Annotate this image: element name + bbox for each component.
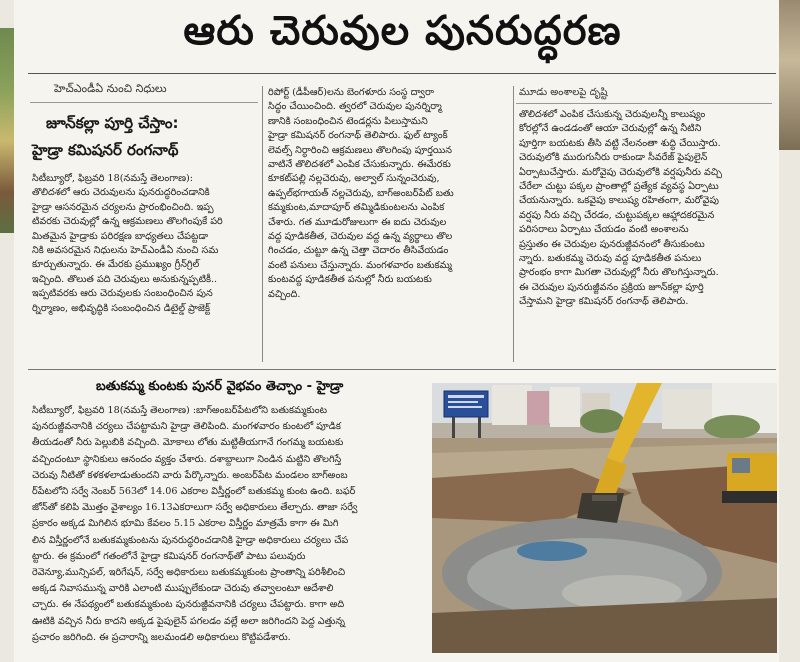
text-line: పూర్తిగా బయటకు తీసి వట్టి నేలనంతా శుద్ధి చేయిస్తారు. [519,137,721,149]
text-line: ఇప్పటివరకు ఆరు చెరువులకు సంబంధించిన పున [32,288,213,300]
excavation-photo [432,383,777,653]
kicker-underline [30,102,258,103]
text-line: సిటీబ్యూరో, ఫిబ్రవరి 18(నమస్తే తెలంగాణ): [32,173,194,184]
text-line: మితమైన హైడ్రాకు పరిరక్షణ బాధ్యతలు చేపట్టడా [32,230,209,242]
story1-column-3 [519,108,773,310]
story1-column-1 [32,172,258,316]
text-line: కోరల్లోనే ఉండడంతో ఆయా చెరువుల్లో ఉన్న నీటిని [519,123,702,135]
text-line: కమ్మకుంట,మాదాపూర్ తమ్మిడికుంటలను ఎంపిక [268,202,445,214]
text-line: ప్రకారం అక్కడ మిగిలిన భూమి కేవలం 5.15 ఎకరాల విస్తీర్ణం మాత్రమే కాగా ఈ మిగి [32,518,339,530]
text-line: తీయడంతో నీరు పెల్లుబికి వచ్చింది. మోకాలు లోతు మట్టితీయగానే గంగమ్మ బయటకు [32,437,344,449]
text-line: ర్‌పేటలోని సర్వే నెంబర్ 563లో 14.06 ఎకరాల విస్తీర్ణంలో బతుకమ్మ కుంట ఉంది. బఫర్ [32,486,356,498]
text-line: హైడ్రా కమిషనర్ రంగనాథ్ తెలిపారు. ఫుల్ ట్యాంక్ [268,130,448,142]
story1-subhead-1: జూన్‌కల్లా పూర్తి చేస్తాం: [46,114,179,132]
story1-col3-kicker: మూడు అంశాలపై దృష్టి [519,87,608,98]
text-line: జోన్‌తో కలిపి మొత్తం వైశాల్యం 16.13ఎకరాలుగా సర్వే అధికారులు తేల్చారు. తాజా సర్వే [32,502,358,514]
adjacent-page-right [779,0,800,662]
text-line: రిపోర్ట్ (డీపీఆర్)లను బెంగళూరు సంస్థ ద్వారా [268,87,434,98]
text-line: ప్రారంభం కాగా మిగతా చెరువుల్లో నీరు తొలగిస్తున్నారు. [519,267,719,279]
adjacent-photo-right [779,0,800,150]
column-divider-2 [513,86,514,362]
text-line: చేశారు. గత మూడురోజులుగా ఈ ఐదు చెరువుల [268,216,447,228]
text-line: చేయనున్నారు. ఒకవైపు కాలుష్య రహితంగా, మరోవైపు [519,195,719,207]
text-line: లెవల్స్ నిర్ధారించి ఆక్రమణలు తొలగింపు పూర్తయిన [268,144,452,156]
text-line: సిద్ధం చేయించింది. త్వరలో చెరువుల పునర్నిర్మా [268,101,442,113]
text-line: ర్నిర్మాణం, అభివృద్ధికి సంబంధించిన డిటైల్డ్ ప్రాజెక్ట్ [32,302,210,314]
text-line: తొలిదశలో ఆరు చెరువులను పునరుద్ధరించడానికి [32,187,210,199]
text-line: చెరువులోకి మురుగునీరు రాకుండా సీవరేజ్ పైపులైన్ [519,152,708,164]
text-line: పునరుజ్జీవనానికి చర్యలు చేపట్టామని హైడ్రా తెలిపింది. మంగళవారం కుంటలో పూడిక [32,421,341,433]
text-line: ఊటికి వచ్చిన నీరు కాదని అక్కడ పైపులైన్ పగలడం వల్లే అలా జరిగిందని పెద్ద ఎత్తున్న [32,615,345,627]
text-line: ణానికి సంబంధించిన టెండర్లను పిలుస్తామని [268,115,428,127]
text-line: వాటినే తొలిదశలో ఎంపిక చేసుకున్నారు. ఈమేరకు [268,159,451,171]
text-line: కూర్చుతున్నారు. ఈ మేరకు ప్రముఖ్యం గ్రీన్‌గ్రిల్ [32,259,200,271]
text-line: లిన విస్తీర్ణంలోనే బతుకమ్మకుంటను పునరుద్ధరించడానికి హైడ్రా అధికారులు చర్యలు చేప [32,534,349,546]
adjacent-photo-left [0,28,14,233]
story2-title: బతుకమ్మ కుంటకు పునర్ వైభవం తెచ్చాం - హైడ్రా [96,379,344,394]
text-line: చేరేలా చుట్టు పక్కల ప్రాంతాల్లో ప్రత్యేక వ్యవస్థ ఏర్పాటు [519,181,719,193]
text-line: అక్కడ నివాసమున్న వారికి ఎలాంటి ముప్పులేకుండా చెరువు తవ్వాలంటూ ఆదేశాలి [32,583,334,595]
text-line: వంటి పనులు చేస్తున్నారు. మంగళవారం బతుకమ్మ [268,259,452,271]
story-separator [28,369,776,370]
text-line: కుంటవద్ద పూడికతీత పనుల్లో నీరు బయటకు [268,274,432,286]
col3-kicker-underline [516,103,772,104]
text-line: గించడం, చుట్టూ ఉన్న చెత్తా చెదారం తీసివేయడం [268,245,449,257]
text-line: వర్షపు నీరు వచ్చి చేరడం, చుట్టుపక్కల ఆహ్లాదకరమైన [519,209,715,221]
text-line: చ్చారు. ఈ నేపథ్యంలో బతుకమ్మకుంట పునరుజ్జీవనానికి చర్యలు చేపట్టారు. కాగా అది [32,599,345,611]
story1-kicker: హెచ్ఎండీఏ నుంచి నిధులు [54,82,167,95]
text-line: తొలిదశలో ఎంపిక చేసుకున్న చెరువులన్నీ కాలుష్యం [519,109,706,120]
headline-rule [28,73,776,74]
column-divider-1 [262,86,263,362]
text-line: రెవెన్యూ,మున్సిపల్, ఇరిగేషన్, సర్వే అధికారులు బతుకమ్మకుంట ప్రాంతాన్ని పరిశీలించి [32,567,346,579]
adjacent-page-left [0,0,14,662]
text-line: వద్ద పూడికతీత, చెరువుల వద్ద ఉన్న వ్యర్థాలు తొల [268,231,453,243]
text-line: ప్రస్తుతం ఈ చెరువుల పునరుజ్జీవనంలో తీసుకుంటు [519,238,705,250]
text-line: ఇచ్చింది. తొలుత పది చెరువులు అనుకున్నప్పటికీ.. [32,273,218,285]
text-line: పరిసరాలు ఏర్పాటు చేయడం వంటి అంశాలను [519,224,689,236]
text-line: న్నారు. బతుకమ్మ చెరువు వద్ద పూడికతీత పనులు [519,253,702,265]
text-line: చేస్తామని హైడ్రా కమిషనర్ రంగనాథ్ తెలిపారు. [519,296,689,308]
text-line: వచ్చింది. [268,288,301,300]
text-line: సిటీబ్యూరో, ఫిబ్రవరి 18(నమస్తే తెలంగాణ) :బాగ్‌అంబర్‌పేటలోని బతుకమ్మకుంట [32,405,327,416]
story1-column-2 [268,86,508,302]
text-line: ఈ చెరువుల పునరుజ్జీవనం ప్రక్రియ జూన్‌కల్లా పూర్తి [519,281,704,293]
text-line: హైడ్రా ఆసనరమైన చర్యలను ప్రారంభించింది. ఇప్ప [32,201,214,213]
text-line: వచ్చిందంటూ స్థానికులు ఆనందం వ్యక్తం చేశారు. దశాబ్దాలుగా నిండిన మట్టిని తొలగిస్తే [32,453,342,465]
main-headline: ఆరు చెరువుల పునరుద్ధరణ [183,8,622,54]
text-line: ఉప్పల్‌భగాయత్ నల్లచెరువు, బాగ్‌అంబర్‌పేట్ బతు [268,187,454,199]
text-line: ట్టారు. ఈ క్రమంలో గతంలోనే హైడ్రా కమిషనర్ రంగనాథ్‌తో పాటు పలువురు [32,550,306,562]
text-line: ప్రచారం జరిగింది. ఈ ప్రచారాన్ని జలమండలి అధికారులు కొట్టిపడేశారు. [32,631,291,643]
story1-subhead-2: హైడ్రా కమిషనర్ రంగనాథ్ [32,141,179,159]
text-line: ఏర్పాటుచేస్తారు. మరోవైపు చెరువులోకి వర్షపునీరు వచ్చి [519,166,722,178]
text-line: చెరువు నీటితో కళకళలాడుతుందని వారు పేర్కొన్నారు. అంబర్‌పేట మండలం బాగ్‌అంబ [32,469,348,481]
text-line: నికి అవసరమైన నిధులను హెచ్ఎండీఏ నుంచి సమ [32,245,219,257]
story2-body [32,403,426,646]
text-line: టివరకు చెరువుల్లో ఉన్న ఆక్రమణలు తొలగింపుకే పరి [32,216,223,228]
text-line: కూకట్‌పల్లి నల్లచెరువు, అల్వాల్ సున్నంచెరువు, [268,173,440,185]
